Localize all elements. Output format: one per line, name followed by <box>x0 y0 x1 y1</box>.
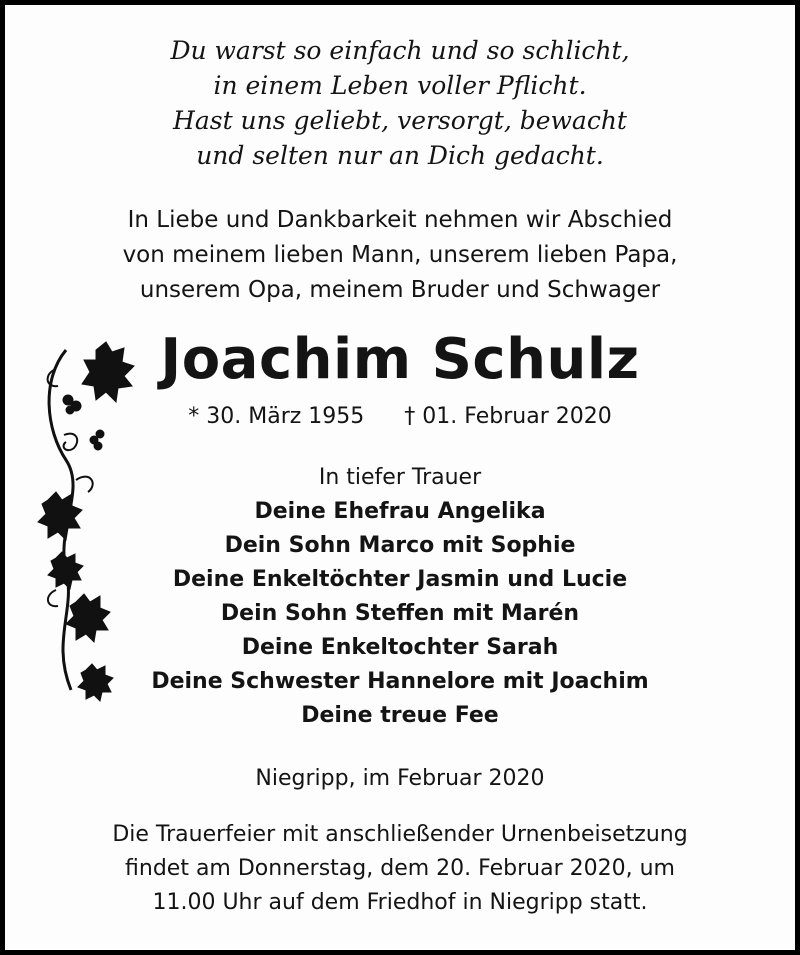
mourner-name: Deine Enkeltochter Sarah <box>241 635 559 660</box>
poem-line: in einem Leben voller Pflicht. <box>213 71 587 100</box>
place-and-date: Niegripp, im Februar 2020 <box>255 766 545 791</box>
intro-line: von meinem lieben Mann, unserem lieben Papa, <box>122 242 678 268</box>
mourner-name: Dein Sohn Steffen mit Marén <box>220 601 580 626</box>
birth-date: * 30. März 1955 <box>188 404 365 429</box>
notice-line: 11.00 Uhr auf dem Friedhof in Niegripp statt. <box>152 890 648 915</box>
life-dates <box>0 400 800 434</box>
poem <box>0 33 800 173</box>
funeral-notice <box>0 818 800 920</box>
notice-line: Die Trauerfeier mit anschließender Urnenbeisetzung <box>112 822 688 847</box>
mourner-name: Deine Enkeltöchter Jasmin und Lucie <box>172 567 628 592</box>
notice-line: findet am Donnerstag, dem 20. Februar 2020, um <box>125 856 675 881</box>
mourner-name: Deine treue Fee <box>301 703 499 728</box>
farewell-intro <box>0 203 800 308</box>
poem-line: Du warst so einfach und so schlicht, <box>170 36 630 65</box>
poem-line: und selten nur an Dich gedacht. <box>196 141 604 170</box>
mourner-name: Dein Sohn Marco mit Sophie <box>224 533 576 558</box>
poem-line: Hast uns geliebt, versorgt, bewacht <box>173 106 627 135</box>
mourners-heading: In tiefer Trauer <box>318 465 482 490</box>
intro-line: In Liebe und Dankbarkeit nehmen wir Abschied <box>127 207 673 233</box>
mourners-list <box>0 461 800 733</box>
deceased-name: Joachim Schulz <box>160 327 640 392</box>
intro-line: unserem Opa, meinem Bruder und Schwager <box>139 277 661 303</box>
death-date: † 01. Februar 2020 <box>404 404 612 429</box>
mourner-name: Deine Ehefrau Angelika <box>254 499 546 524</box>
mourner-name: Deine Schwester Hannelore mit Joachim <box>151 669 649 694</box>
